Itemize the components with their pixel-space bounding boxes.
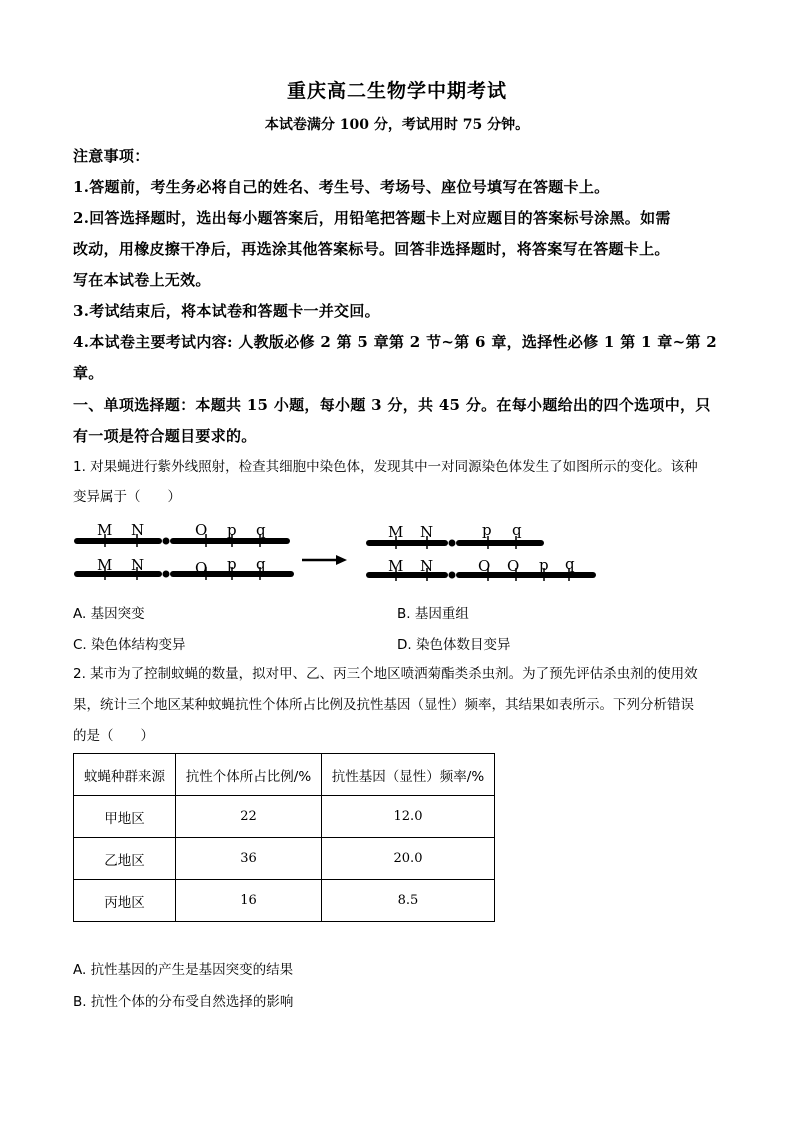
chromatid-arm (74, 571, 162, 577)
chromosome-before-top (74, 521, 290, 547)
gene-label: q (512, 521, 522, 539)
table-header: 蚊蝇种群来源 (74, 754, 176, 796)
resistance-table (73, 753, 495, 922)
chromatid-arm (366, 540, 448, 546)
table-cell: 乙地区 (74, 838, 176, 880)
gene-label: q (565, 555, 575, 573)
chromosome-after-top (366, 521, 544, 549)
notice-item: 1.答题前，考生务必将自己的姓名、考生号、考场号、座位号填写在答题卡上。 (73, 178, 610, 196)
arrow-icon (302, 555, 347, 565)
section-heading-cont: 有一项是符合题目要求的。 (73, 427, 257, 445)
q2-stem-cont: 的是（ ） (73, 728, 154, 744)
notice-item: 改动，用橡皮擦干净后，再选涂其他答案标号。回答非选择题时，将答案写在答题卡上。 (73, 240, 670, 258)
gene-label: M (97, 521, 113, 539)
section-heading: 一、单项选择题：本题共 15 小题，每小题 3 分，共 45 分。在每小题给出的四个选项中，只 (73, 396, 711, 414)
table-cell: 20.0 (322, 838, 495, 880)
chromatid-arm (456, 572, 596, 578)
chromatid-arm (366, 572, 448, 578)
exam-subtitle: 本试卷满分 100 分，考试用时 75 分钟。 (264, 117, 530, 133)
notice-heading: 注意事项： (73, 147, 150, 165)
centromere (449, 540, 456, 547)
gene-label: N (131, 521, 145, 539)
gene-label: O (478, 557, 491, 575)
q1-option-d: D. 染色体数目变异 (397, 637, 511, 653)
q1-option-c: C. 染色体结构变异 (73, 637, 186, 653)
gene-label: q (256, 521, 266, 539)
gene-label: M (388, 523, 404, 541)
q1-option-b: B. 基因重组 (397, 606, 469, 622)
gene-label: M (97, 556, 113, 574)
notice-item: 4.本试卷主要考试内容: 人教版必修 2 第 5 章第 2 节~第 6 章，选择性必修 1 第 1 章~第 2 (73, 333, 718, 351)
gene-label: p (482, 521, 492, 539)
table-header-row (74, 754, 495, 796)
chromosome-figure (70, 515, 610, 590)
centromere (163, 571, 170, 578)
q1-stem-cont: 变异属于（ ） (73, 489, 181, 505)
q2-option-b: B. 抗性个体的分布受自然选择的影响 (73, 994, 294, 1010)
chromosome-after-bottom (366, 555, 596, 581)
table-cell: 8.5 (322, 880, 495, 922)
gene-label: p (539, 556, 549, 574)
gene-label: O (507, 557, 520, 575)
gene-label: N (420, 523, 434, 541)
table-cell: 36 (176, 838, 322, 880)
table-row (74, 838, 495, 880)
chromatid-arm (456, 540, 544, 546)
gene-label: O (195, 521, 208, 539)
notice-item: 章。 (73, 364, 104, 382)
notice-item: 3.考试结束后，将本试卷和答题卡一并交回。 (73, 302, 380, 320)
gene-label: N (420, 557, 434, 575)
table-cell: 22 (176, 796, 322, 838)
q1-stem: 1. 对果蝇进行紫外线照射，检查其细胞中染色体，发现其中一对同源染色体发生了如图所示的变化。该种 (73, 459, 698, 475)
exam-title: 重庆高二生物学中期考试 (286, 80, 507, 102)
q2-option-a: A. 抗性基因的产生是基因突变的结果 (73, 962, 294, 978)
table-cell: 丙地区 (74, 880, 176, 922)
q1-option-a: A. 基因突变 (73, 606, 145, 622)
table-header: 抗性个体所占比例/% (176, 754, 322, 796)
table-cell: 甲地区 (74, 796, 176, 838)
table-row (74, 796, 495, 838)
q2-stem-cont: 果，统计三个地区某种蚊蝇抗性个体所占比例及抗性基因（显性）频率，其结果如表所示。下列分析错误 (73, 697, 694, 713)
gene-label: N (131, 556, 145, 574)
gene-label: O (195, 559, 208, 577)
chromatid-arm (74, 538, 162, 544)
centromere (449, 572, 456, 579)
gene-label: p (227, 521, 237, 539)
table-row (74, 880, 495, 922)
q2-stem: 2. 某市为了控制蚊蝇的数量，拟对甲、乙、丙三个地区喷洒菊酯类杀虫剂。为了预先评估杀虫剂的使用效 (73, 666, 698, 682)
centromere (163, 538, 170, 545)
table-cell: 12.0 (322, 796, 495, 838)
gene-label: M (388, 557, 404, 575)
notice-item: 2.回答选择题时，选出每小题答案后，用铅笔把答题卡上对应题目的答案标号涂黑。如需 (73, 209, 671, 227)
gene-label: p (227, 555, 237, 573)
gene-label: q (256, 555, 266, 573)
table-cell: 16 (176, 880, 322, 922)
chromosome-before-bottom (74, 555, 294, 580)
notice-item: 写在本试卷上无效。 (73, 271, 211, 289)
table-header: 抗性基因（显性）频率/% (322, 754, 495, 796)
